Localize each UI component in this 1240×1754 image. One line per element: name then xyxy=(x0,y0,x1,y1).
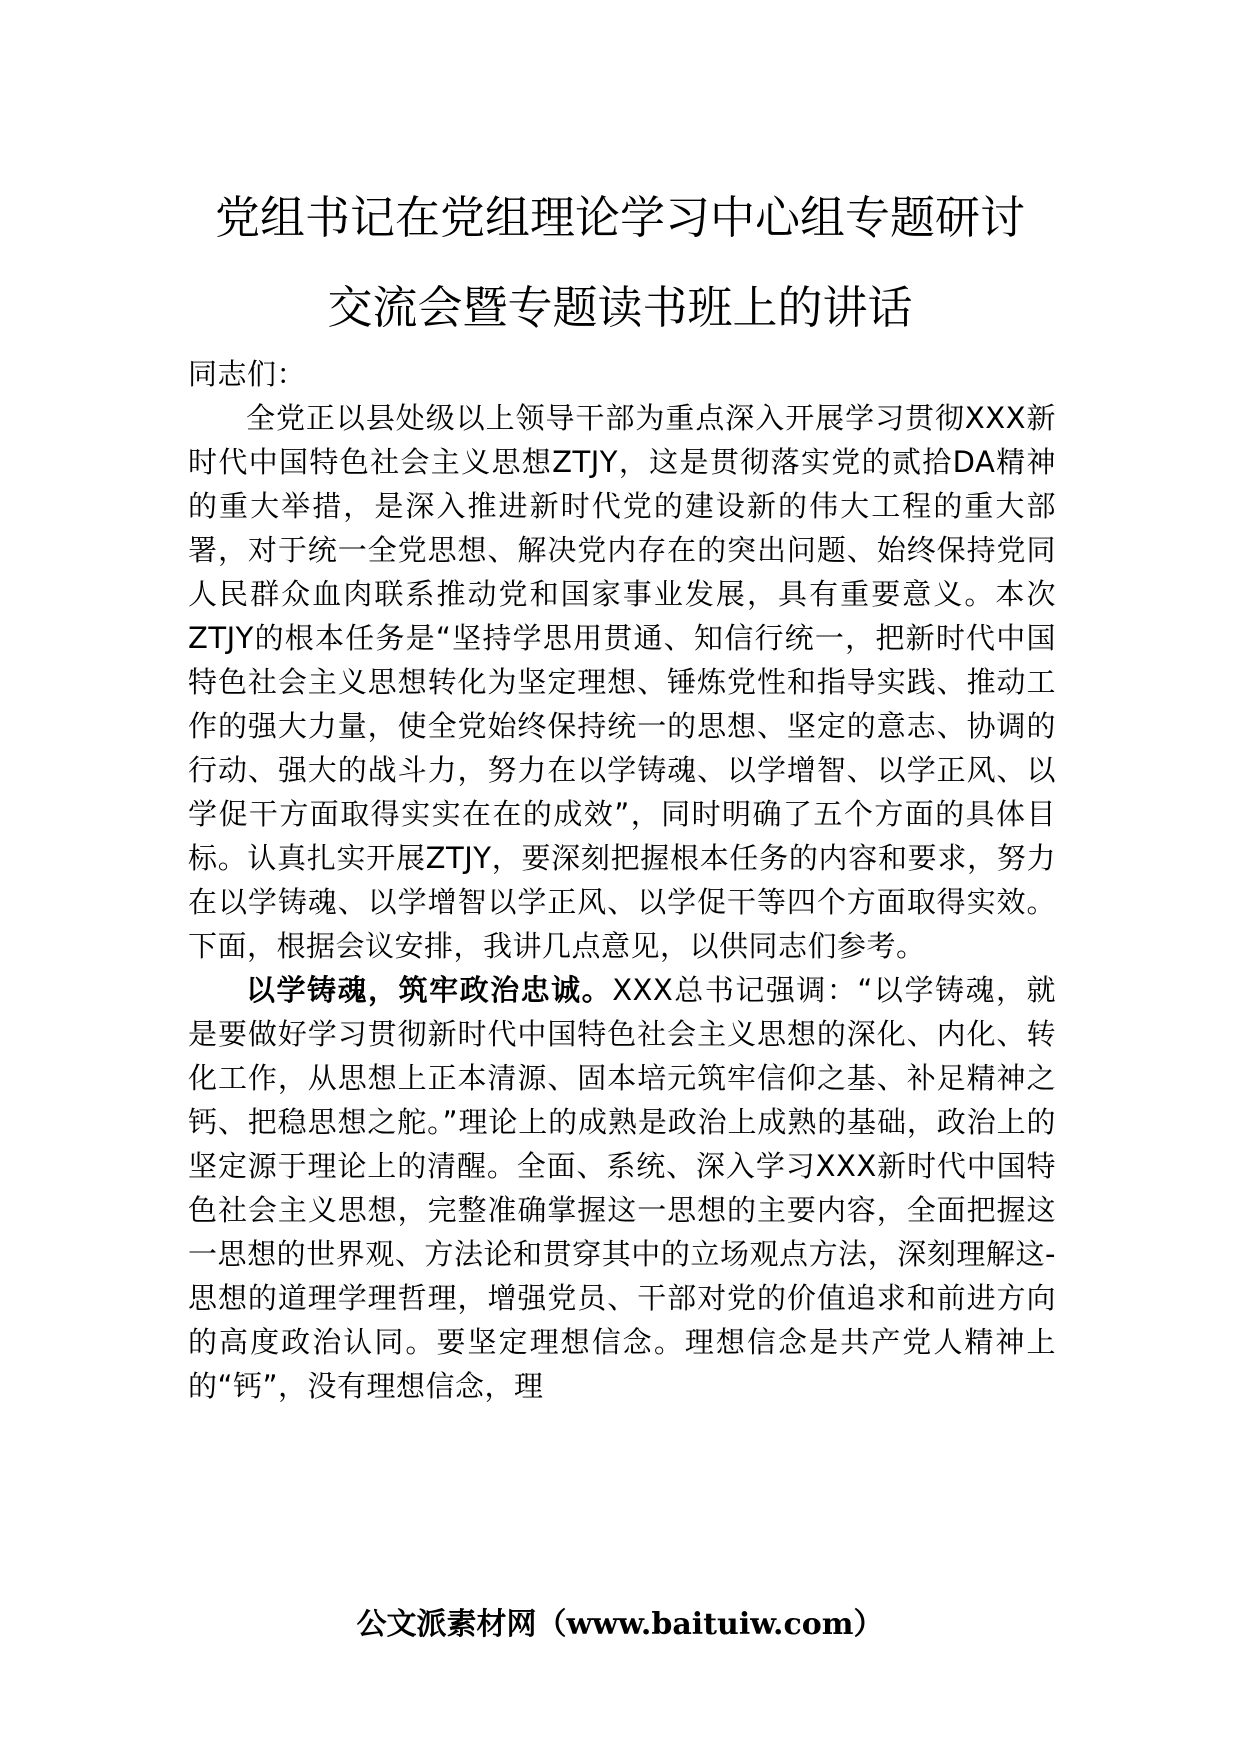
salutation: 同志们： xyxy=(188,357,307,391)
paragraph-1: 全党正以县处级以上领导干部为重点深入开展学习贯彻XXX新时代中国特色社会主义思想ZTJY，这是贯彻落实党的贰拾DA精神的重大举措，是深入推进新时代党的建设新的伟大工程的重大部署，对于统一全党思想、解决党内存在的突出问题、始终保持党同人民群众血肉联系推动党和国家事业发展，具有重要意义。本次ZTJY的根本任务是“坚持学思用贯通、知信行统一，把新时代中国特色社会主义思想转化为坚定理想、锤炼党性和指导实践、推动工作的强大力量，使全党始终保持统一的思想、坚定的意志、协调的行动、强大的战斗力，努力在以学铸魂、以学增智、以学正风、以学促干方面取得实实在在的成效”，同时明确了五个方面的具体目标。认真扎实开展ZTJY，要深刻把握根本任务的内容和要求，努力在以学铸魂、以学增智以学正风、以学促干等四个方面取得实效。下面，根据会议安排，我讲几点意见，以供同志们参考。 xyxy=(188,401,1056,963)
paragraph-2-heading: 以学铸魂，筑牢政治忠诚。 xyxy=(246,973,613,1007)
paragraph-2-body: XXX总书记强调：“以学铸魂，就是要做好学习贯彻新时代中国特色社会主义思想的深化、内化、转化工作，从思想上正本清源、固本培元筑牢信仰之基、补足精神之钙、把稳思想之舵。”理论上的成熟是政治上成熟的基础，政治上的坚定源于理论上的清醒。全面、系统、深入学习XXX新时代中国特色社会主义思想，完整准确掌握这一思想的主要内容，全面把握这一思想的世界观、方法论和贯穿其中的立场观点方法，深刻理解这-思想的道理学理哲理，增强党员、干部对党的价值追求和前进方向的高度政治认同。要坚定理想信念。理想信念是共产党人精神上的“钙”，没有理想信念，理 xyxy=(188,973,1056,1403)
footer-watermark: 公文派素材网（www.baituiw.com） xyxy=(356,1607,884,1642)
paragraph-2 xyxy=(188,968,1056,1408)
document-title-line-2: 交流会暨专题读书班上的讲话 xyxy=(327,281,913,334)
document-body xyxy=(188,352,1056,1408)
document-title-line-1: 党组书记在党组理论学习中心组专题研讨 xyxy=(214,191,1025,244)
